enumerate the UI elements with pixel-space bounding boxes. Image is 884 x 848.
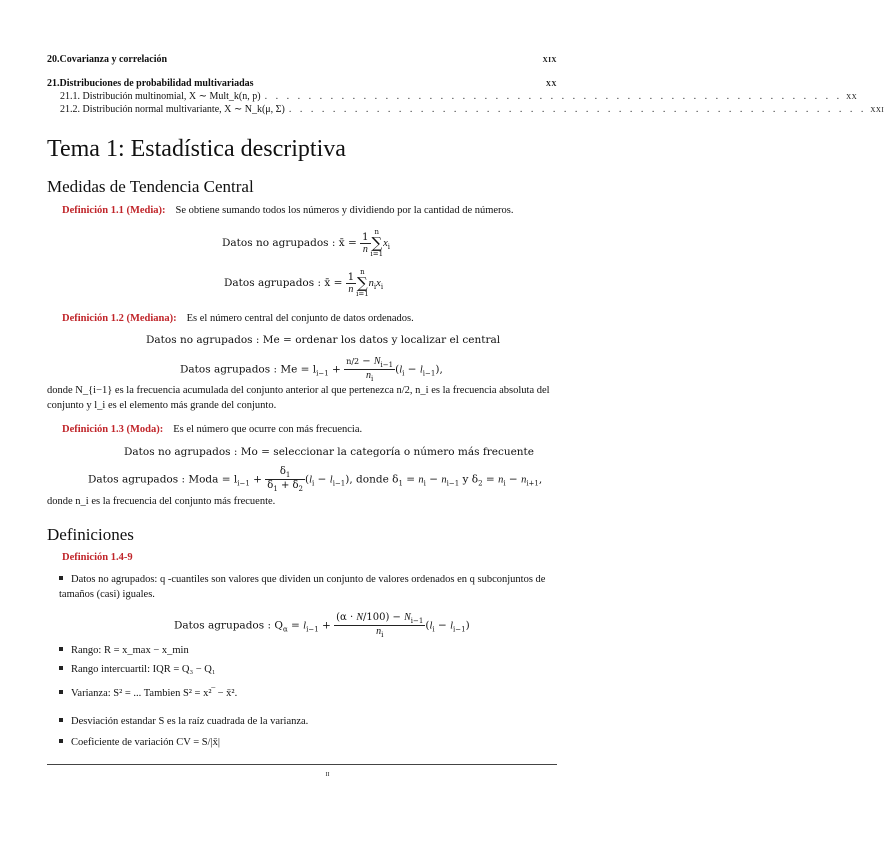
toc-label: 20.Covarianza y correlación bbox=[47, 54, 168, 65]
bullet-iqr bbox=[59, 664, 216, 675]
equation-cuantil-agrupados: Datos agrupados : $Q_\alpha = l_{i-1}$ + $\frac{(\alpha \cdot N/100) - N_{i-1}}{n_i}$ $(l_i - l_{i-1})$ bbox=[174, 612, 470, 639]
definition-title: Definición 1.2 (Mediana): bbox=[62, 313, 177, 324]
section-title-medidas: Medidas de Tendencia Central bbox=[47, 177, 254, 196]
bullet-text: Coeficiente de variación CV = S/|x̄| bbox=[71, 737, 221, 748]
definition-1-4-9 bbox=[62, 552, 143, 563]
bullet-varianza bbox=[59, 688, 237, 699]
equation-mediana-no-agrupados: Datos no agrupados : Me = ordenar los datos y localizar el central bbox=[146, 334, 501, 346]
equation-media-no-agrupados: Datos no agrupados : x̄ = $\frac{1}{n}$ n ∑ $i=1x_i$ bbox=[222, 228, 391, 258]
definition-mediana bbox=[62, 313, 414, 324]
definition-title: Definición 1.3 (Moda): bbox=[62, 424, 164, 435]
equation-mediana-agrupados: Datos agrupados : $Me = l_{i-1}$ + $\frac{n/2 - N_{i-1}}{n_i}$ $(l_i - l_{i-1})$, bbox=[180, 356, 443, 383]
definition-text: Es el número que ocurre con más frecuencia. bbox=[173, 424, 363, 435]
equation-moda-no-agrupados: Datos no agrupados : Mo = seleccionar la categoría o número más frecuente bbox=[124, 446, 534, 458]
chapter-title: Tema 1: Estadística descriptiva bbox=[47, 136, 346, 162]
toc-entry-21-2[interactable]: 21.2. Distribución normal multivariante, X ∼ N_k(μ, Σ) . . . . . . . . . . . . . . . . . . . . . . . . . . . . . . . . . . . . . . . . . . . . . . . . . . . . . xxi bbox=[60, 104, 884, 115]
footer-rule bbox=[47, 764, 557, 765]
definition-text: Es el número central del conjunto de datos ordenados. bbox=[186, 313, 414, 324]
toc-label: 21.Distribuciones de probabilidad multivariadas bbox=[47, 78, 254, 89]
definition-title: Definición 1.1 (Media): bbox=[62, 205, 166, 216]
bullet-cv bbox=[59, 737, 220, 748]
equation-label: Datos agrupados : Moda = l bbox=[88, 473, 238, 486]
bullet-text: Rango: R = x_max − x_min bbox=[71, 645, 189, 656]
page-number: ii bbox=[325, 768, 330, 778]
definition-title: Definición 1.4-9 bbox=[62, 552, 133, 563]
bullet-text: Desviación estandar S es la raíz cuadrada de la varianza. bbox=[71, 716, 309, 727]
mediana-note: donde N_{i−1} es la frecuencia acumulada del conjunto anterior al que pertenezca n/2, n_i es la frecuencia absoluta del conjunto y l_i es el elemento más grande del conjunto. bbox=[47, 385, 550, 411]
toc-page: xx bbox=[545, 78, 557, 89]
bullet-text: Varianza: S² = ... Tambien S² = x²‾ − x̄². bbox=[71, 688, 238, 699]
toc-page: xix bbox=[542, 54, 557, 65]
equation-label: Datos agrupados : Q bbox=[174, 619, 283, 632]
toc-label: 21.1. Distribución multinomial, X ∼ Mult_k(n, p) bbox=[60, 91, 261, 102]
toc-entry-21[interactable] bbox=[47, 78, 557, 89]
bullet-text: Rango intercuartil: IQR = Q₃ − Q₁ bbox=[71, 664, 216, 675]
bullet-rango bbox=[59, 645, 189, 656]
toc-label: 21.2. Distribución normal multivariante, X ∼ N_k(μ, Σ) bbox=[60, 104, 285, 115]
definition-moda bbox=[62, 424, 362, 435]
section-title-definiciones: Definiciones bbox=[47, 525, 134, 544]
toc-entry-21-1[interactable]: 21.1. Distribución multinomial, X ∼ Mult_k(n, p) . . . . . . . . . . . . . . . . . . . . . . . . . . . . . . . . . . . . . . . . . . . . . . . . . . . . . xx bbox=[60, 91, 858, 102]
equation-label: Datos agrupados : x̄ = bbox=[224, 277, 346, 289]
bullet-text: Datos no agrupados: q -cuantiles son valores que dividen un conjunto de valores ordenados en q subconjuntos de tamaños (casi) iguales. bbox=[59, 574, 546, 600]
equation-moda-agrupados: Datos agrupados : Moda = $l_{i-1}$ + $\frac{\delta_1}{\delta_1 + \delta_2}$ $(l_i - l_{i-1})$, donde $\delta_1 = n_i - n_{i-1}$ y $\delta_2 = n_i - n_{i+1}$, bbox=[88, 466, 543, 493]
toc-entry-20[interactable] bbox=[47, 54, 557, 65]
definition-text: Se obtiene sumando todos los números y dividiendo por la cantidad de números. bbox=[175, 205, 514, 216]
moda-note: donde n_i es la frecuencia del conjunto más frecuente. bbox=[47, 496, 276, 507]
equation-label: Datos no agrupados : x̄ = bbox=[222, 237, 361, 249]
equation-media-agrupados: Datos agrupados : x̄ = $\frac{1}{n}$ n ∑ $i=1n_ix_i$ bbox=[224, 268, 384, 298]
definition-media bbox=[62, 205, 514, 216]
equation-label: Datos agrupados : Me = l bbox=[180, 363, 317, 376]
toc-page: xxi bbox=[870, 104, 884, 115]
toc-page: xx bbox=[846, 91, 858, 102]
bullet-cuantiles bbox=[59, 572, 559, 602]
bullet-desviacion bbox=[59, 716, 308, 727]
